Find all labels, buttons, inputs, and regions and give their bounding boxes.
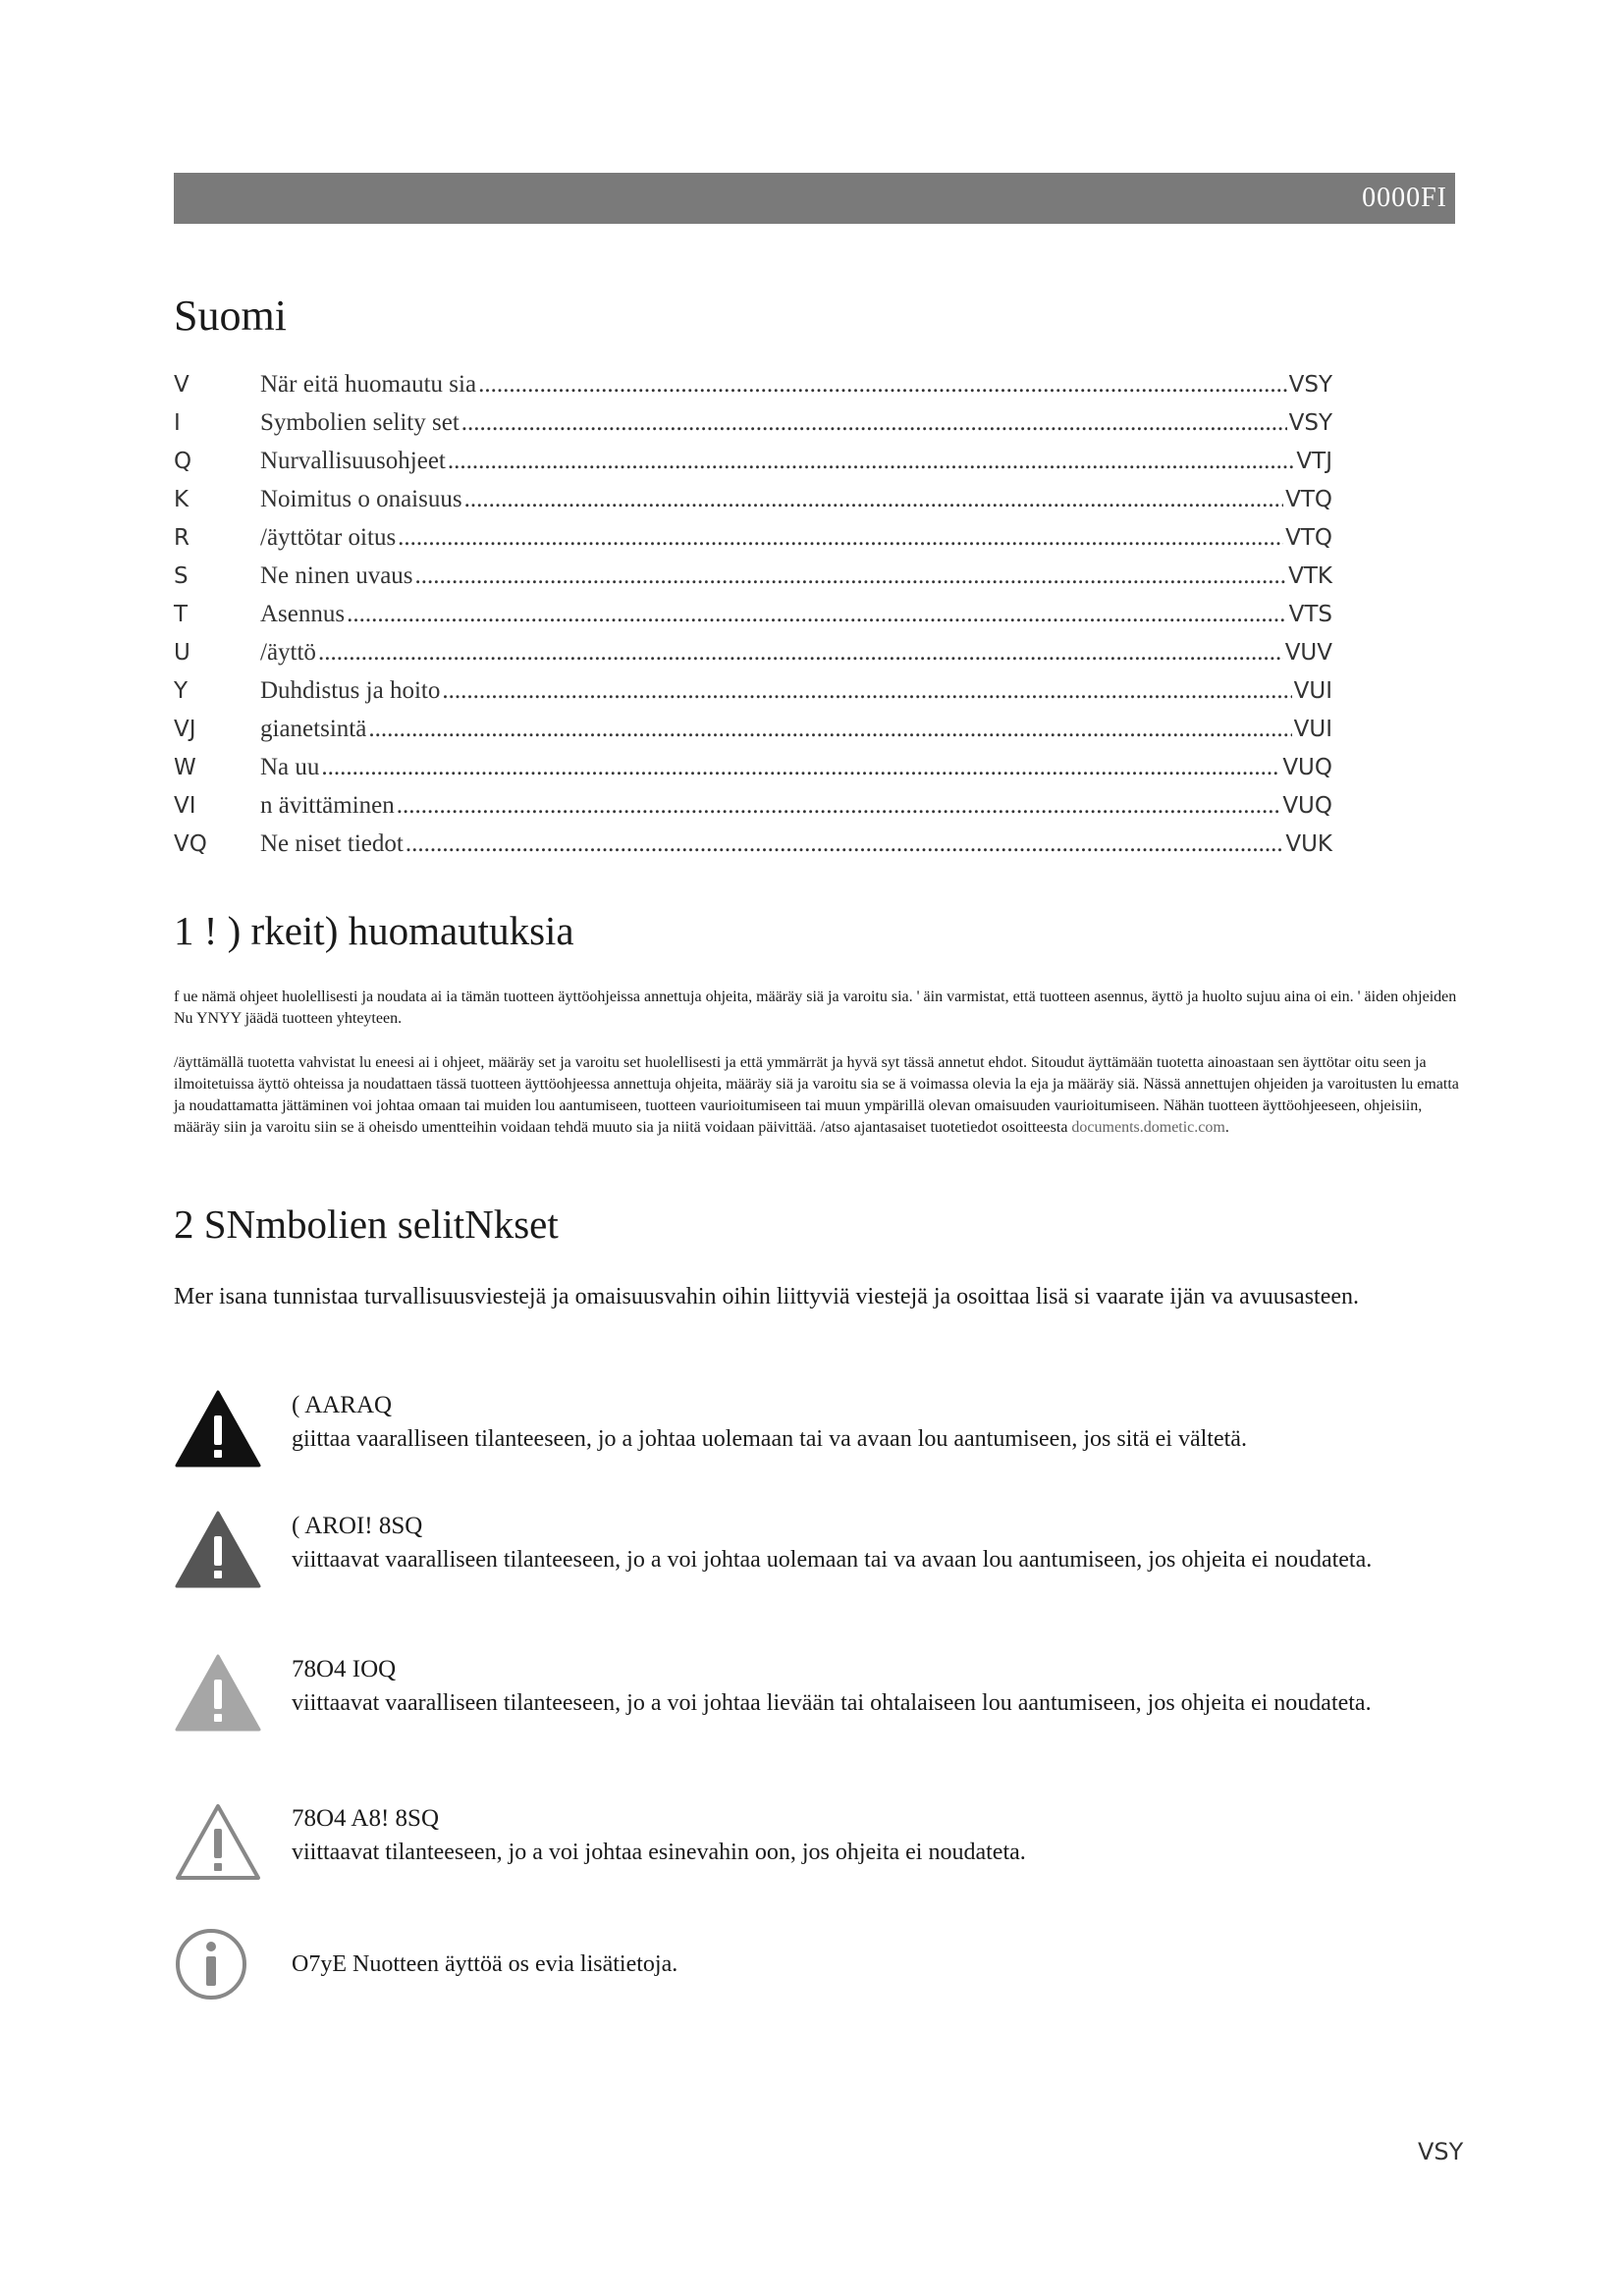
documents-link[interactable]: documents.dometic.com — [1071, 1119, 1225, 1136]
toc-leader — [406, 830, 1284, 858]
toc-row[interactable] — [174, 716, 1332, 754]
toc-row[interactable] — [174, 754, 1332, 792]
toc-page: VUQ — [1282, 793, 1332, 819]
toc-row[interactable] — [174, 486, 1332, 524]
symbol-label: ( AARAQ — [292, 1392, 393, 1418]
toc-page: VUQ — [1282, 755, 1332, 780]
toc-leader — [397, 792, 1281, 820]
toc-leader — [368, 716, 1291, 743]
table-of-contents — [174, 371, 1332, 869]
toc-row[interactable] — [174, 524, 1332, 562]
toc-number: K — [174, 487, 189, 512]
danger-warning-icon — [174, 1389, 262, 1469]
toc-title: Duhdistus ja hoito — [260, 677, 441, 704]
page-title: Suomi — [174, 292, 287, 340]
toc-page: VTQ — [1285, 525, 1332, 551]
page-number: VSY — [1418, 2138, 1464, 2165]
language-code: 0000FI — [1362, 183, 1447, 213]
toc-number: R — [174, 525, 189, 551]
toc-title: Ne niset tiedot — [260, 830, 404, 857]
toc-page: VTS — [1288, 602, 1332, 627]
warning-icon — [174, 1510, 262, 1590]
symbol-label: 78O4 A8! 8SQ — [292, 1805, 440, 1832]
toc-row[interactable] — [174, 677, 1332, 716]
toc-title: /äyttö — [260, 639, 316, 666]
toc-page: VTK — [1288, 563, 1332, 589]
toc-page: VUV — [1284, 640, 1332, 666]
section-heading-symbols: 2 SNmbolien selitNkset — [174, 1201, 559, 1247]
toc-title: Nurvallisuusohjeet — [260, 448, 446, 474]
toc-leader — [347, 601, 1287, 628]
section-heading-important-notes: 1 ! ) rkeit) huomautuksia — [174, 908, 574, 953]
toc-row[interactable] — [174, 830, 1332, 869]
toc-row[interactable] — [174, 639, 1332, 677]
toc-row[interactable] — [174, 601, 1332, 639]
toc-page: VTJ — [1296, 449, 1332, 474]
toc-title: Na uu — [260, 754, 320, 780]
toc-row[interactable] — [174, 371, 1332, 409]
symbol-label: 78O4 IOQ — [292, 1656, 397, 1682]
symbol-label: O7yE — [292, 1951, 347, 1977]
toc-title: Noimitus o onaisuus — [260, 486, 462, 512]
toc-number: W — [174, 755, 196, 780]
toc-number: T — [174, 602, 189, 627]
toc-title: /äyttötar oitus — [260, 524, 397, 551]
paragraph-end: . — [1224, 1119, 1229, 1136]
toc-title: Ne ninen uvaus — [260, 562, 413, 589]
header-bar — [174, 173, 1455, 224]
toc-page: VUI — [1293, 717, 1332, 742]
symbol-description: viittaavat vaaralliseen tilanteeseen, jo a voi johtaa uolemaan tai va avaan lou aantumiseen, jos ohjeita ei noudateta. — [292, 1547, 1373, 1573]
notice-icon — [174, 1802, 262, 1883]
toc-leader — [415, 562, 1287, 590]
toc-leader — [464, 486, 1284, 513]
symbol-description: giittaa vaaralliseen tilanteeseen, jo a johtaa uolemaan tai va avaan lou aantumiseen, jos sitä ei vältetä. — [292, 1426, 1247, 1452]
toc-leader — [448, 448, 1295, 475]
toc-leader — [461, 409, 1287, 437]
toc-leader — [321, 754, 1280, 781]
toc-number: U — [174, 640, 190, 666]
symbol-description: viittaavat vaaralliseen tilanteeseen, jo a voi johtaa lievään tai ohtalaiseen lou aantumiseen, jos ohjeita ei noudateta. — [292, 1690, 1372, 1716]
paragraph-text: /äyttämällä tuotetta vahvistat lu eneesi ai i ohjeet, määräy set ja varoitu set huolellisesti ja että ymmärrät ja hyvä syt tässä annetut ehdot. Sitoudut äyttämään tuotetta ainoastaan sen äyttötar oitu seen ja ilmoitetuissa äyttö ohteissa ja noudattaen tässä tuotteen äyttöohjeessa annettuja ohjeita, määräy siä ja varoitu sia se ä voimassa olevia la eja ja määräy siä. Nässä annettujen ohjeiden ja varoitusten lu ematta ja noudattamatta jättäminen voi johtaa omaan tai muiden lou aantumiseen, tuotteen vaurioitumiseen tai muun ympärillä olevan omaisuuden vaurioitumiseen. Nähän tuotteen äyttöohjeeseen, ohjeisiin, määräy siin ja varoitu siin se ä oheisdo umentteihin voidaan tehdä muuto sia ja niitä voidaan päivittää. /atso ajantasaiset tuotetiedot osoitteesta — [174, 1054, 1459, 1136]
toc-title: Symbolien selity set — [260, 409, 460, 436]
toc-number: VI — [174, 793, 196, 819]
toc-number: Y — [174, 678, 189, 704]
toc-number: I — [174, 410, 181, 436]
toc-page: VUI — [1293, 678, 1332, 704]
important-notes-paragraph-1: f ue nämä ohjeet huolellisesti ja noudata ai ia tämän tuotteen äyttöohjeissa annettuja ohjeita, määräy siä ja varoitu sia. ' äin varmistat, että tuotteen asennus, äyttö ja huolto sujuu aina oi ein. ' äiden ohjeiden Nu YNYY jäädä tuotteen yhteyteen. — [174, 988, 1457, 1027]
toc-row[interactable] — [174, 792, 1332, 830]
symbol-description: viittaavat tilanteeseen, jo a voi johtaa esinevahin oon, jos ohjeita ei noudateta. — [292, 1840, 1026, 1865]
toc-number: VJ — [174, 717, 196, 742]
important-notes-paragraph-2 — [174, 1052, 1470, 1139]
caution-icon — [174, 1653, 262, 1734]
symbols-intro: Mer isana tunnistaa turvallisuusviestejä ja omaisuusvahin oihin liittyviä viestejä ja osoittaa lisä si vaarate ijän va avuusasteen. — [174, 1284, 1360, 1309]
symbol-note-line — [292, 1948, 1480, 1981]
toc-title: När eitä huomautu sia — [260, 371, 477, 398]
symbol-label: ( AROI! 8SQ — [292, 1513, 423, 1539]
toc-number: VQ — [174, 831, 207, 857]
toc-title: gianetsintä — [260, 716, 367, 742]
info-icon — [174, 1924, 262, 2004]
toc-leader — [442, 677, 1291, 705]
toc-row[interactable] — [174, 562, 1332, 601]
toc-row[interactable] — [174, 448, 1332, 486]
toc-page: VTQ — [1285, 487, 1332, 512]
toc-page: VSY — [1288, 372, 1332, 398]
toc-leader — [398, 524, 1283, 552]
toc-number: S — [174, 563, 189, 589]
toc-leader — [318, 639, 1283, 667]
symbol-description: Nuotteen äyttöä os evia lisätietoja. — [352, 1951, 678, 1977]
toc-page: VSY — [1288, 410, 1332, 436]
toc-page: VUK — [1285, 831, 1332, 857]
toc-row[interactable] — [174, 409, 1332, 448]
toc-title: Asennus — [260, 601, 346, 627]
toc-number: Q — [174, 449, 192, 474]
toc-leader — [478, 371, 1287, 399]
toc-number: V — [174, 372, 189, 398]
toc-title: n ävittäminen — [260, 792, 395, 819]
